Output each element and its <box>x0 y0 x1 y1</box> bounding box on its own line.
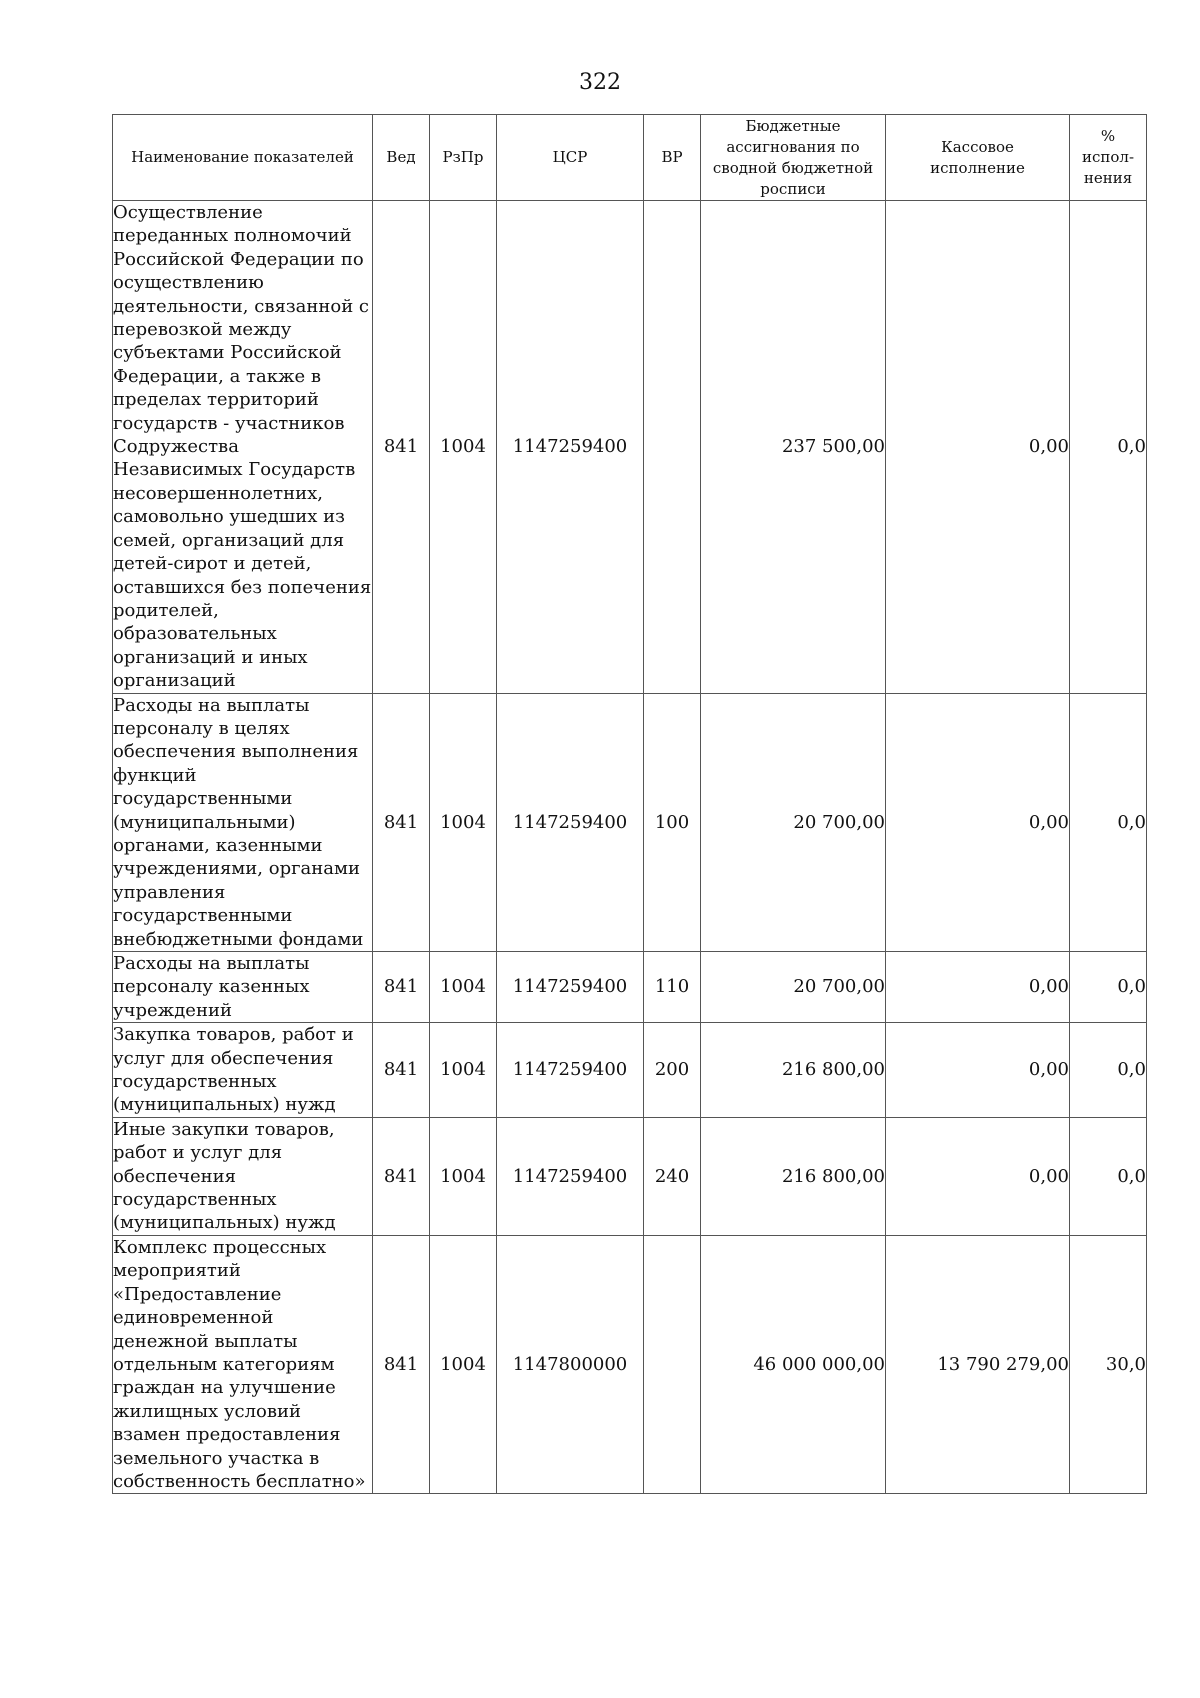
row-ved: 841 <box>373 1023 430 1118</box>
row-ved: 841 <box>373 1235 430 1493</box>
row-rzpr: 1004 <box>430 1117 497 1235</box>
row-assignments: 216 800,00 <box>701 1117 886 1235</box>
row-assignments: 20 700,00 <box>701 693 886 951</box>
header-name: Наименование показателей <box>113 115 373 201</box>
table-row <box>113 952 1147 1023</box>
row-assignments: 46 000 000,00 <box>701 1235 886 1493</box>
header-vr: ВР <box>644 115 701 201</box>
row-rzpr: 1004 <box>430 1023 497 1118</box>
row-name: Закупка товаров, работ и услуг для обеспечения государственных (муниципальных) нужд <box>113 1023 373 1118</box>
row-cash-execution: 0,00 <box>886 1117 1070 1235</box>
row-csr: 1147800000 <box>497 1235 644 1493</box>
row-percent: 30,0 <box>1070 1235 1147 1493</box>
page-number: 322 <box>579 70 621 95</box>
row-csr: 1147259400 <box>497 1023 644 1118</box>
row-name: Комплекс процессных мероприятий «Предоставление единовременной денежной выплаты отдельным категориям граждан на улучшение жилищных условий взамен предоставления земельного участка в собственность бесплатно» <box>113 1235 373 1493</box>
budget-execution-table <box>112 114 1147 1494</box>
row-cash-execution: 0,00 <box>886 693 1070 951</box>
row-csr: 1147259400 <box>497 693 644 951</box>
table-row <box>113 201 1147 694</box>
row-percent: 0,0 <box>1070 201 1147 694</box>
row-vr: 100 <box>644 693 701 951</box>
row-vr <box>644 1235 701 1493</box>
row-csr: 1147259400 <box>497 952 644 1023</box>
row-name: Расходы на выплаты персоналу казенных учреждений <box>113 952 373 1023</box>
row-vr: 200 <box>644 1023 701 1118</box>
row-csr: 1147259400 <box>497 201 644 694</box>
table-header-row <box>113 115 1147 201</box>
row-assignments: 237 500,00 <box>701 201 886 694</box>
header-percent-execution: % испол-нения <box>1070 115 1147 201</box>
row-cash-execution: 13 790 279,00 <box>886 1235 1070 1493</box>
header-assignments: Бюджетные ассигнования по сводной бюджетной росписи <box>701 115 886 201</box>
row-rzpr: 1004 <box>430 952 497 1023</box>
row-name: Осуществление переданных полномочий Российской Федерации по осуществлению деятельности, связанной с перевозкой между субъектами Российской Федерации, а также в пределах территорий государств - участников Содружества Независимых Государств несовершеннолетних, самовольно ушедших из семей, организаций для детей-сирот и детей, оставшихся без попечения родителей, образовательных организаций и иных организаций <box>113 202 372 692</box>
row-vr: 110 <box>644 952 701 1023</box>
header-rzpr: РзПр <box>430 115 497 201</box>
row-vr <box>644 201 701 694</box>
row-percent: 0,0 <box>1070 1023 1147 1118</box>
header-cash-execution: Кассовое исполнение <box>886 115 1070 201</box>
row-rzpr: 1004 <box>430 201 497 694</box>
row-rzpr: 1004 <box>430 1235 497 1493</box>
row-cash-execution: 0,00 <box>886 952 1070 1023</box>
table-row <box>113 1117 1147 1235</box>
row-csr: 1147259400 <box>497 1117 644 1235</box>
table-row <box>113 693 1147 951</box>
row-ved: 841 <box>373 952 430 1023</box>
row-ved: 841 <box>373 1117 430 1235</box>
row-vr: 240 <box>644 1117 701 1235</box>
row-name: Расходы на выплаты персоналу в целях обеспечения выполнения функций государственными (муниципальными) органами, казенными учреждениями, органами управления государственными внебюджетными фондами <box>113 693 373 951</box>
row-assignments: 20 700,00 <box>701 952 886 1023</box>
row-percent: 0,0 <box>1070 1117 1147 1235</box>
row-name: Иные закупки товаров, работ и услуг для обеспечения государственных (муниципальных) нужд <box>113 1117 373 1235</box>
header-csr: ЦСР <box>497 115 644 201</box>
row-cash-execution: 0,00 <box>886 1023 1070 1118</box>
row-rzpr: 1004 <box>430 693 497 951</box>
row-assignments: 216 800,00 <box>701 1023 886 1118</box>
table-row <box>113 1023 1147 1118</box>
row-cash-execution: 0,00 <box>886 201 1070 694</box>
row-percent: 0,0 <box>1070 952 1147 1023</box>
header-ved: Вед <box>373 115 430 201</box>
table-row <box>113 1235 1147 1493</box>
row-ved: 841 <box>373 201 430 694</box>
row-ved: 841 <box>373 693 430 951</box>
row-percent: 0,0 <box>1070 693 1147 951</box>
